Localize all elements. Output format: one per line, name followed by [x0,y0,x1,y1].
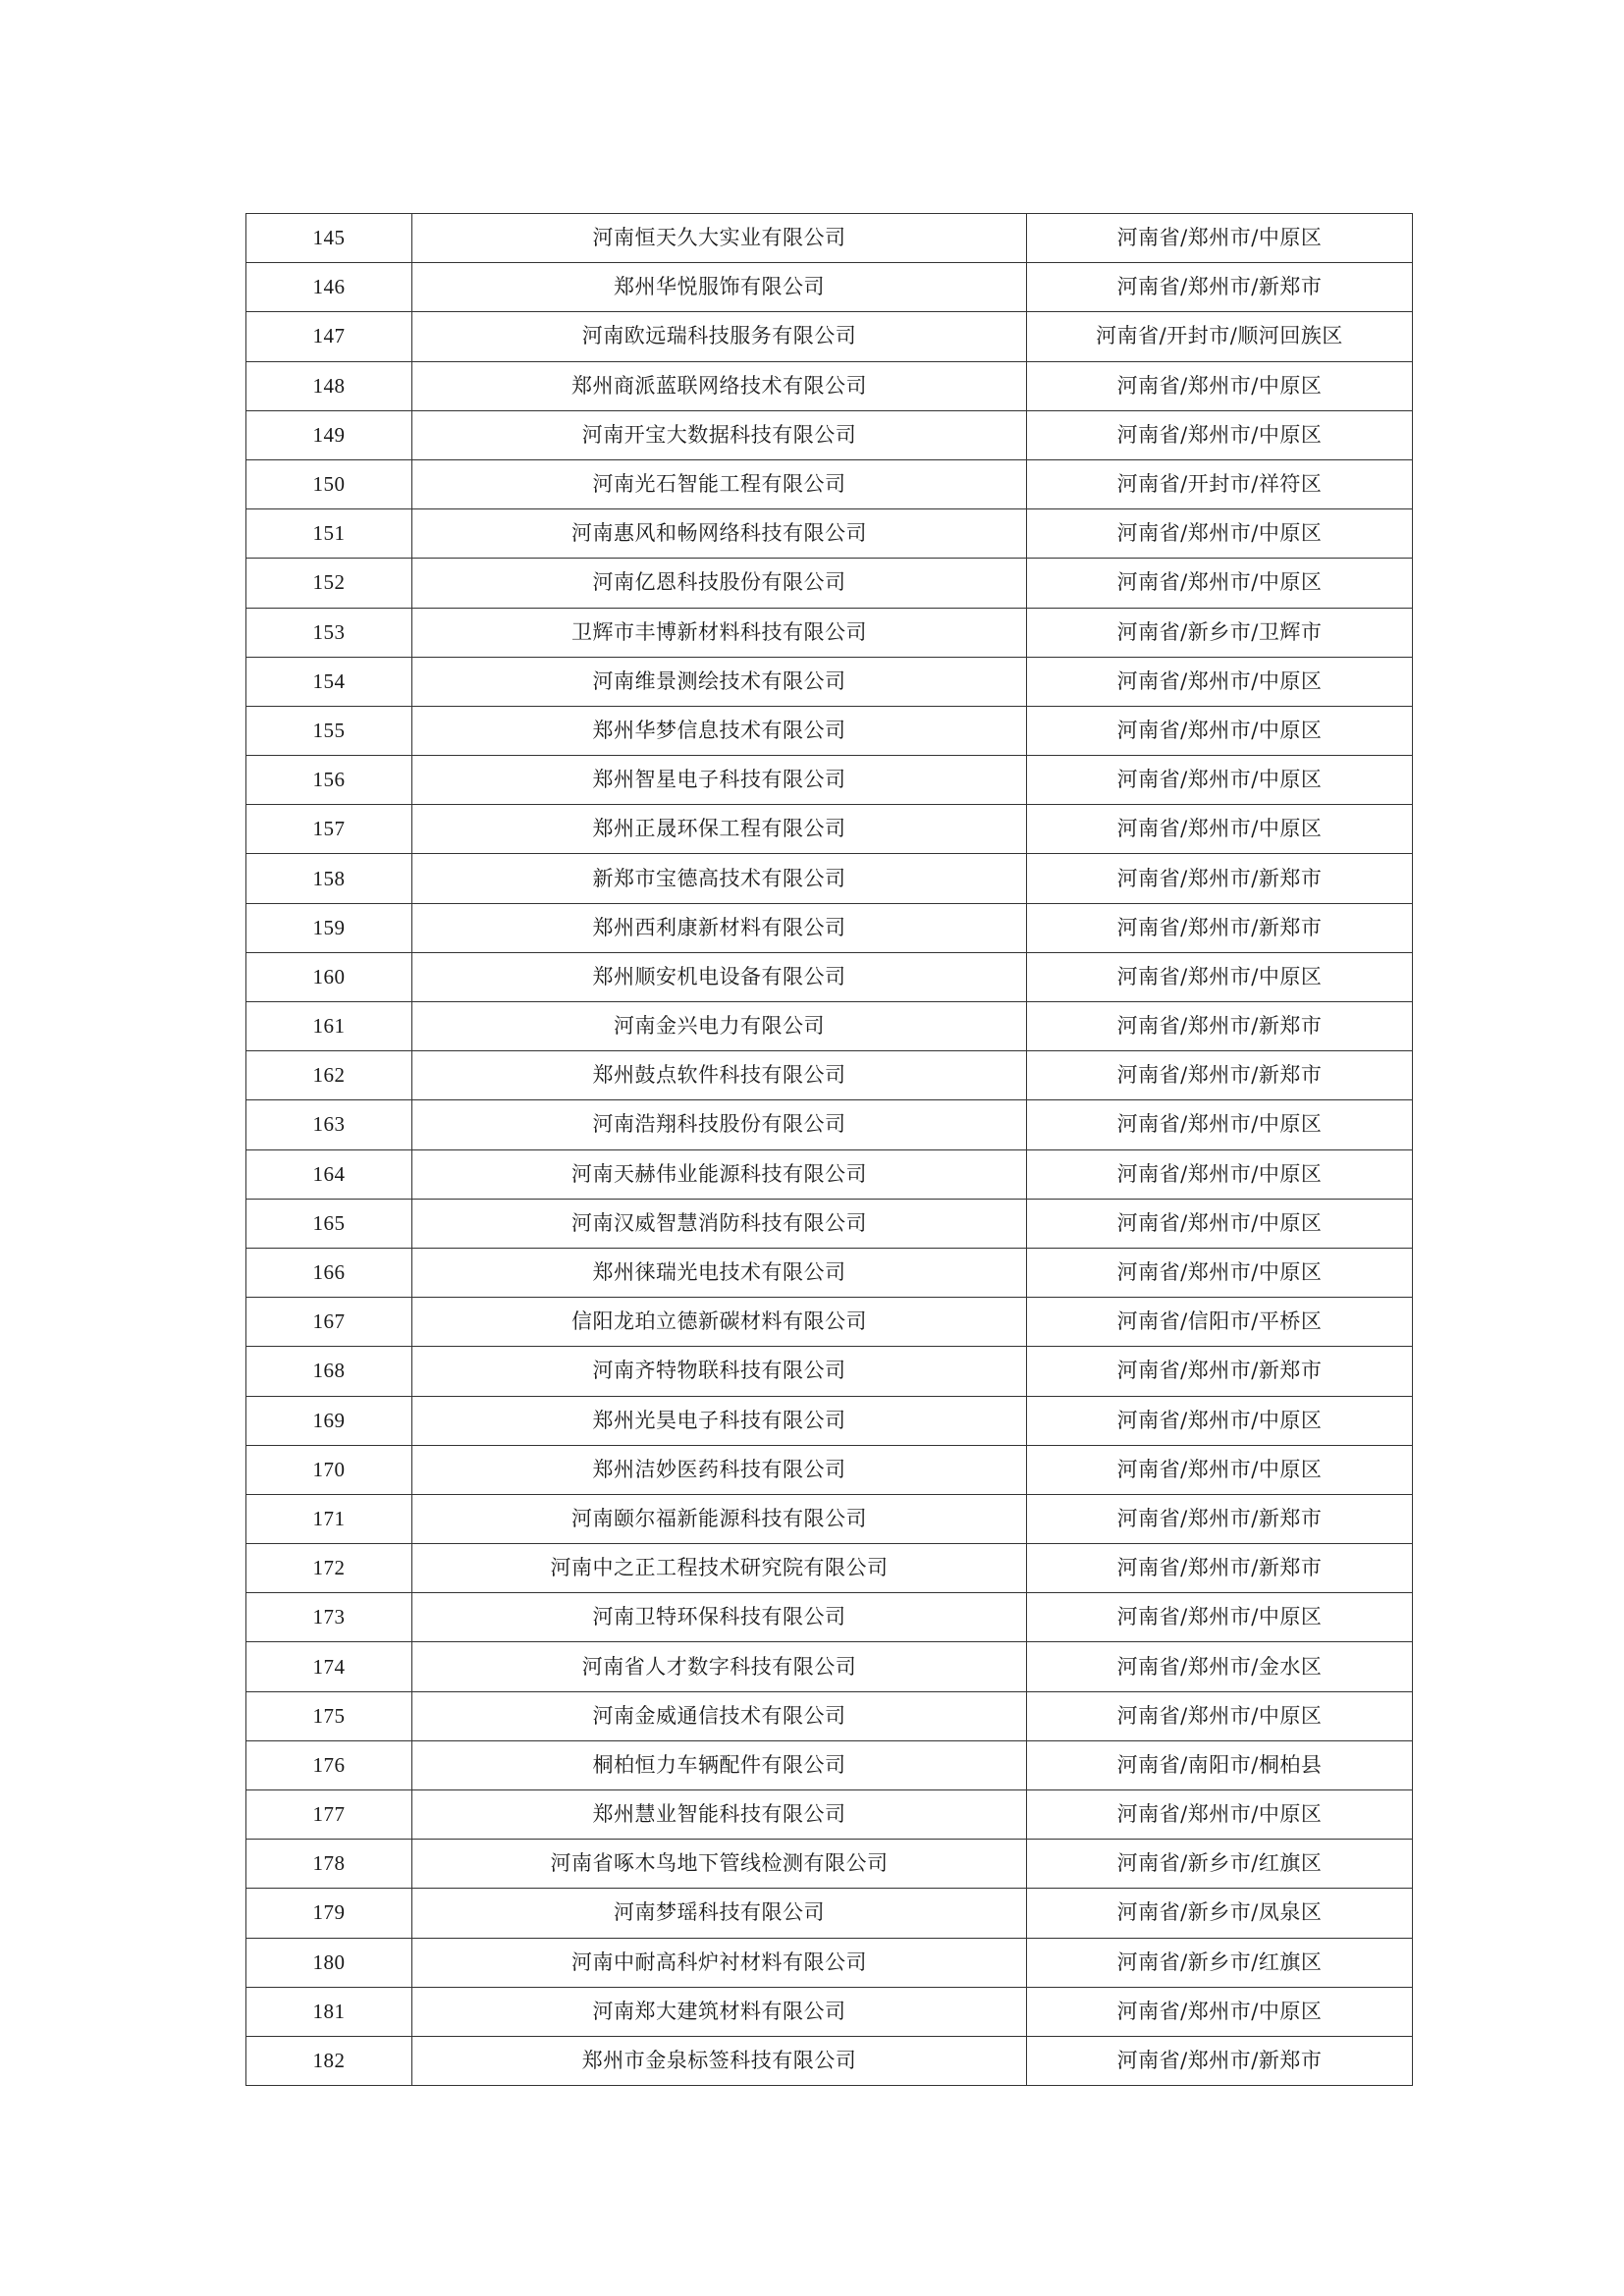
company-name-cell: 河南颐尔福新能源科技有限公司 [412,1494,1027,1543]
row-number-cell: 164 [246,1149,412,1199]
table-row [246,1790,1413,1840]
row-number-cell: 157 [246,805,412,854]
table-row [246,1987,1413,2036]
table-row [246,1396,1413,1445]
table-row [246,1740,1413,1789]
row-number-cell: 174 [246,1642,412,1691]
region-cell: 河南省/郑州市/新郑市 [1027,1544,1413,1593]
company-name-cell: 信阳龙珀立德新碳材料有限公司 [412,1298,1027,1347]
region-cell: 河南省/郑州市/中原区 [1027,1790,1413,1840]
company-name-cell: 河南金威通信技术有限公司 [412,1691,1027,1740]
table-row [246,1642,1413,1691]
region-cell: 河南省/郑州市/中原区 [1027,657,1413,706]
region-cell: 河南省/郑州市/中原区 [1027,952,1413,1001]
company-name-cell: 河南光石智能工程有限公司 [412,459,1027,508]
company-name-cell: 河南齐特物联科技有限公司 [412,1347,1027,1396]
table-row [246,903,1413,952]
company-name-cell: 郑州市金泉标签科技有限公司 [412,2036,1027,2085]
company-name-cell: 河南亿恩科技股份有限公司 [412,559,1027,608]
region-cell: 河南省/郑州市/中原区 [1027,805,1413,854]
row-number-cell: 169 [246,1396,412,1445]
table-row [246,263,1413,312]
company-name-cell: 郑州光昊电子科技有限公司 [412,1396,1027,1445]
table-row [246,2036,1413,2085]
table-row [246,1100,1413,1149]
table-row [246,706,1413,755]
region-cell: 河南省/南阳市/桐柏县 [1027,1740,1413,1789]
company-name-cell: 河南浩翔科技股份有限公司 [412,1100,1027,1149]
region-cell: 河南省/郑州市/中原区 [1027,1987,1413,2036]
row-number-cell: 161 [246,1002,412,1051]
company-list-table [245,213,1413,2086]
table-row [246,459,1413,508]
table-row [246,1691,1413,1740]
row-number-cell: 162 [246,1051,412,1100]
company-name-cell: 河南汉威智慧消防科技有限公司 [412,1199,1027,1248]
region-cell: 河南省/新乡市/红旗区 [1027,1938,1413,1987]
company-name-cell: 河南郑大建筑材料有限公司 [412,1987,1027,2036]
row-number-cell: 146 [246,263,412,312]
table-row [246,1494,1413,1543]
company-name-cell: 河南开宝大数据科技有限公司 [412,410,1027,459]
table-row [246,410,1413,459]
table-row [246,509,1413,559]
region-cell: 河南省/郑州市/中原区 [1027,1396,1413,1445]
region-cell: 河南省/郑州市/新郑市 [1027,2036,1413,2085]
table-row [246,1298,1413,1347]
table-row [246,312,1413,361]
company-name-cell: 郑州西利康新材料有限公司 [412,903,1027,952]
company-list-body [246,214,1413,2086]
region-cell: 河南省/开封市/顺河回族区 [1027,312,1413,361]
region-cell: 河南省/信阳市/平桥区 [1027,1298,1413,1347]
company-name-cell: 河南省啄木鸟地下管线检测有限公司 [412,1840,1027,1889]
row-number-cell: 182 [246,2036,412,2085]
row-number-cell: 167 [246,1298,412,1347]
region-cell: 河南省/郑州市/中原区 [1027,1149,1413,1199]
row-number-cell: 155 [246,706,412,755]
row-number-cell: 170 [246,1445,412,1494]
row-number-cell: 160 [246,952,412,1001]
region-cell: 河南省/新乡市/凤泉区 [1027,1889,1413,1938]
region-cell: 河南省/郑州市/中原区 [1027,1445,1413,1494]
row-number-cell: 149 [246,410,412,459]
region-cell: 河南省/开封市/祥符区 [1027,459,1413,508]
row-number-cell: 158 [246,854,412,903]
row-number-cell: 154 [246,657,412,706]
table-row [246,1593,1413,1642]
table-row [246,952,1413,1001]
table-row [246,1199,1413,1248]
region-cell: 河南省/郑州市/中原区 [1027,214,1413,263]
row-number-cell: 173 [246,1593,412,1642]
table-row [246,1149,1413,1199]
region-cell: 河南省/郑州市/中原区 [1027,410,1413,459]
region-cell: 河南省/郑州市/中原区 [1027,559,1413,608]
table-row [246,854,1413,903]
row-number-cell: 153 [246,608,412,657]
company-name-cell: 郑州徕瑞光电技术有限公司 [412,1248,1027,1297]
region-cell: 河南省/郑州市/新郑市 [1027,1002,1413,1051]
table-row [246,1051,1413,1100]
table-row [246,1544,1413,1593]
region-cell: 河南省/新乡市/卫辉市 [1027,608,1413,657]
company-name-cell: 郑州华悦服饰有限公司 [412,263,1027,312]
company-name-cell: 桐柏恒力车辆配件有限公司 [412,1740,1027,1789]
company-name-cell: 河南欧远瑞科技服务有限公司 [412,312,1027,361]
row-number-cell: 181 [246,1987,412,2036]
region-cell: 河南省/郑州市/新郑市 [1027,854,1413,903]
table-row [246,608,1413,657]
company-name-cell: 卫辉市丰博新材料科技有限公司 [412,608,1027,657]
row-number-cell: 176 [246,1740,412,1789]
region-cell: 河南省/郑州市/中原区 [1027,706,1413,755]
company-name-cell: 郑州鼓点软件科技有限公司 [412,1051,1027,1100]
region-cell: 河南省/郑州市/新郑市 [1027,1494,1413,1543]
company-name-cell: 郑州洁妙医药科技有限公司 [412,1445,1027,1494]
table-row [246,1938,1413,1987]
company-name-cell: 郑州智星电子科技有限公司 [412,756,1027,805]
company-name-cell: 河南天赫伟业能源科技有限公司 [412,1149,1027,1199]
table-row [246,1347,1413,1396]
row-number-cell: 147 [246,312,412,361]
table-row [246,214,1413,263]
region-cell: 河南省/郑州市/新郑市 [1027,263,1413,312]
row-number-cell: 177 [246,1790,412,1840]
company-name-cell: 河南中耐高科炉衬材料有限公司 [412,1938,1027,1987]
company-name-cell: 河南中之正工程技术研究院有限公司 [412,1544,1027,1593]
table-row [246,1002,1413,1051]
row-number-cell: 180 [246,1938,412,1987]
row-number-cell: 151 [246,509,412,559]
company-name-cell: 郑州正晟环保工程有限公司 [412,805,1027,854]
table-row [246,805,1413,854]
company-name-cell: 郑州顺安机电设备有限公司 [412,952,1027,1001]
row-number-cell: 156 [246,756,412,805]
table-row [246,1248,1413,1297]
row-number-cell: 178 [246,1840,412,1889]
row-number-cell: 171 [246,1494,412,1543]
row-number-cell: 175 [246,1691,412,1740]
row-number-cell: 163 [246,1100,412,1149]
company-name-cell: 河南维景测绘技术有限公司 [412,657,1027,706]
row-number-cell: 179 [246,1889,412,1938]
row-number-cell: 150 [246,459,412,508]
region-cell: 河南省/郑州市/新郑市 [1027,1051,1413,1100]
company-name-cell: 河南恒天久大实业有限公司 [412,214,1027,263]
region-cell: 河南省/郑州市/中原区 [1027,1248,1413,1297]
table-row [246,657,1413,706]
row-number-cell: 172 [246,1544,412,1593]
row-number-cell: 168 [246,1347,412,1396]
region-cell: 河南省/郑州市/中原区 [1027,361,1413,410]
row-number-cell: 145 [246,214,412,263]
table-row [246,361,1413,410]
region-cell: 河南省/郑州市/中原区 [1027,509,1413,559]
region-cell: 河南省/郑州市/新郑市 [1027,903,1413,952]
company-name-cell: 河南卫特环保科技有限公司 [412,1593,1027,1642]
row-number-cell: 152 [246,559,412,608]
table-row [246,1889,1413,1938]
table-row [246,559,1413,608]
table-row [246,1840,1413,1889]
company-name-cell: 新郑市宝德高技术有限公司 [412,854,1027,903]
company-name-cell: 郑州商派蓝联网络技术有限公司 [412,361,1027,410]
region-cell: 河南省/郑州市/中原区 [1027,1691,1413,1740]
row-number-cell: 148 [246,361,412,410]
company-name-cell: 河南金兴电力有限公司 [412,1002,1027,1051]
row-number-cell: 166 [246,1248,412,1297]
company-name-cell: 河南惠风和畅网络科技有限公司 [412,509,1027,559]
region-cell: 河南省/新乡市/红旗区 [1027,1840,1413,1889]
company-name-cell: 郑州慧业智能科技有限公司 [412,1790,1027,1840]
table-row [246,756,1413,805]
region-cell: 河南省/郑州市/新郑市 [1027,1347,1413,1396]
table-row [246,1445,1413,1494]
region-cell: 河南省/郑州市/中原区 [1027,1593,1413,1642]
company-name-cell: 河南梦瑶科技有限公司 [412,1889,1027,1938]
row-number-cell: 159 [246,903,412,952]
region-cell: 河南省/郑州市/金水区 [1027,1642,1413,1691]
region-cell: 河南省/郑州市/中原区 [1027,1100,1413,1149]
row-number-cell: 165 [246,1199,412,1248]
region-cell: 河南省/郑州市/中原区 [1027,1199,1413,1248]
company-name-cell: 郑州华梦信息技术有限公司 [412,706,1027,755]
region-cell: 河南省/郑州市/中原区 [1027,756,1413,805]
company-name-cell: 河南省人才数字科技有限公司 [412,1642,1027,1691]
